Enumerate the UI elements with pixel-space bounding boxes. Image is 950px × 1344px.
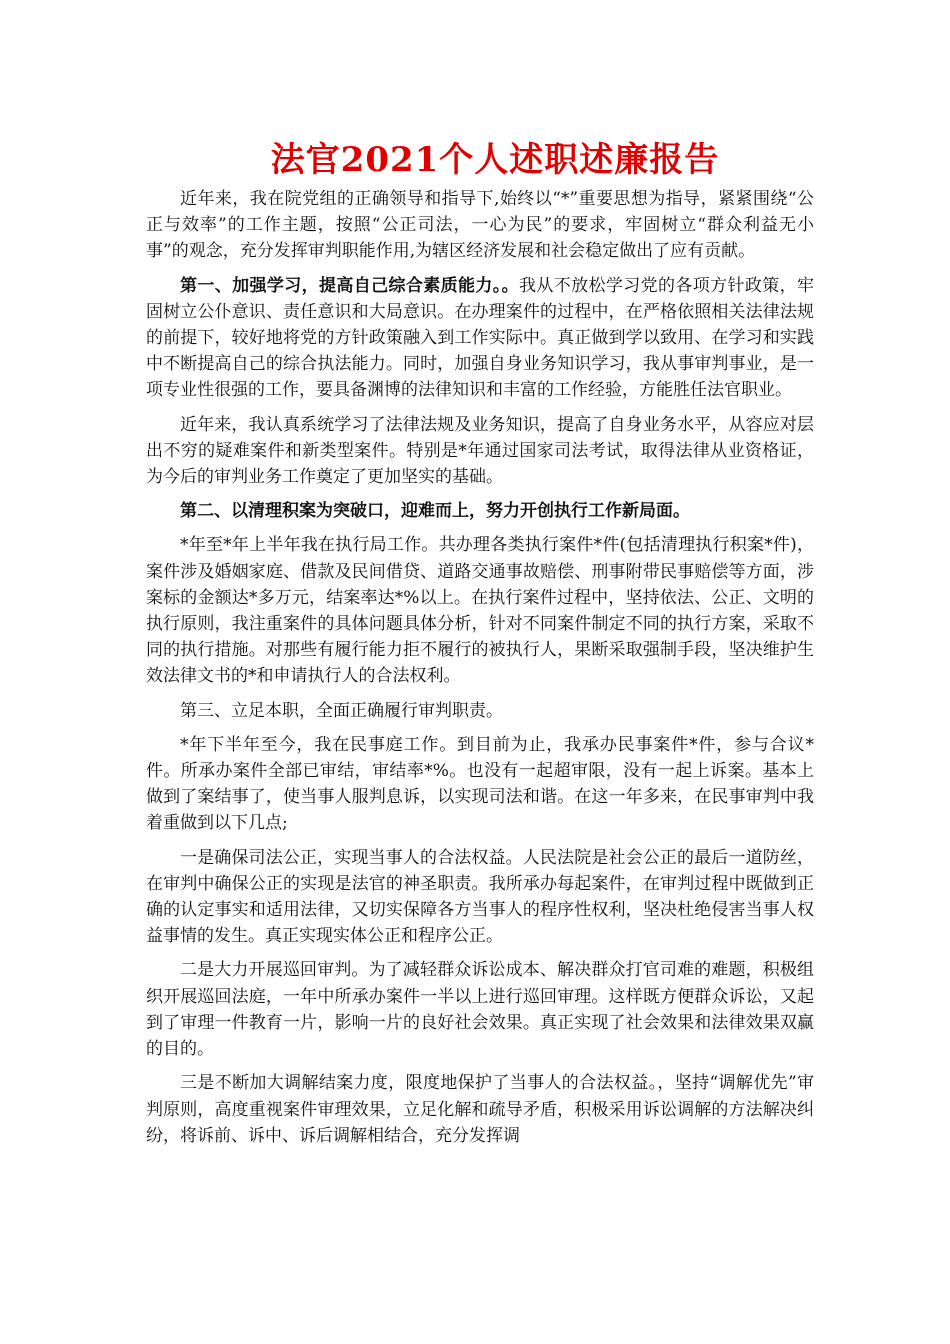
paragraph-study (146, 412, 814, 491)
paragraph-point-2 (146, 957, 814, 1062)
paragraph-point-3 (146, 1070, 814, 1149)
paragraph-text: 我从不放松学习党的各项方针政策，牢固树立公仆意识、责任意识和大局意识。在办理案件的过程中，在严格依照相关法律法规的前提下，较好地将党的方针政策融入到工作实际中。真正做到学以致用、在学习和实践中不断提高自己的综合执法能力。同时，加强自身业务知识学习，我从事审判事业，是一项专业性很强的工作，要具备渊博的法律知识和丰富的工作经验，方能胜任法官职业。 (146, 275, 814, 401)
paragraph-intro (146, 186, 814, 265)
document-title: 法官2021个人述职述廉报告 (270, 140, 720, 180)
paragraph-section-1 (146, 273, 814, 404)
paragraph-text: 近年来，我在院党组的正确领导和指导下,始终以“*”重要思想为指导，紧紧围绕“公正与效率”的工作主题，按照“公正司法，一心为民”的要求，牢固树立“群众利益无小事”的观念，充分发挥审判职能作用,为辖区经济发展和社会稳定做出了应有贡献。 (146, 189, 814, 262)
paragraph-execution (146, 532, 814, 689)
paragraph-section-3 (146, 698, 814, 724)
paragraph-text: 二是大力开展巡回审判。为了减轻群众诉讼成本、解决群众打官司难的难题，积极组织开展巡回法庭，一年中所承办案件一半以上进行巡回审理。这样既方便群众诉讼，又起到了审理一件教育一片，影响一片的良好社会效果。真正实现了社会效果和法律效果双赢的目的。 (146, 960, 814, 1060)
paragraph-text: *年至*年上半年我在执行局工作。共办理各类执行案件*件(包括清理执行积案*件)，案件涉及婚姻家庭、借款及民间借贷、道路交通事故赔偿、刑事附带民事赔偿等方面，涉案标的金额达*多万元，结案率达*%以上。在执行案件过程中，坚持依法、公正、文明的执行原则，我注重案件的具体问题具体分析，针对不同案件制定不同的执行方案，采取不同的执行措施。对那些有履行能力拒不履行的被执行人，果断采取强制手段，坚决维护生效法律文书的*和申请执行人的合法权利。 (146, 535, 814, 687)
paragraph-text: 一是确保司法公正，实现当事人的合法权益。人民法院是社会公正的最后一道防丝，在审判中确保公正的实现是法官的神圣职责。我所承办每起案件，在审判过程中既做到正确的认定事实和适用法律，又切实保障各方当事人的程序性权利，坚决杜绝侵害当事人权益事情的发生。真正实现实体公正和程序公正。 (146, 847, 814, 947)
paragraph-text: 三是不断加大调解结案力度，限度地保护了当事人的合法权益。，坚持“调解优先”审判原则，高度重视案件审理效果，立足化解和疏导矛盾，积极采用诉讼调解的方法解决纠纷，将诉前、诉中、诉后调解相结合，充分发挥调 (146, 1073, 814, 1146)
document-body (146, 186, 814, 1157)
paragraph-text: *年下半年至今，我在民事庭工作。到目前为止，我承办民事案件*件，参与合议*件。所承办案件全部已审结，审结率*%。也没有一起超审限，没有一起上诉案。基本上做到了案结事了，使当事人服判息诉，以实现司法和谐。在这一年多来，在民事审判中我着重做到以下几点; (146, 734, 814, 834)
paragraph-text: 近年来，我认真系统学习了法律法规及业务知识，提高了自身业务水平，从容应对层出不穷的疑难案件和新类型案件。特别是*年通过国家司法考试，取得法律从业资格证，为今后的审判业务工作奠定了更加坚实的基础。 (146, 414, 814, 488)
paragraph-text: 第三、立足本职，全面正确履行审判职责。 (180, 700, 503, 721)
paragraph-point-1 (146, 845, 814, 950)
paragraph-section-2 (146, 498, 814, 524)
section-heading: 第二、以清理积案为突破口，迎难而上，努力开创执行工作新局面。 (180, 501, 690, 522)
paragraph-civil (146, 732, 814, 837)
section-heading: 第一、加强学习，提高自己综合素质能力。。 (180, 275, 519, 296)
